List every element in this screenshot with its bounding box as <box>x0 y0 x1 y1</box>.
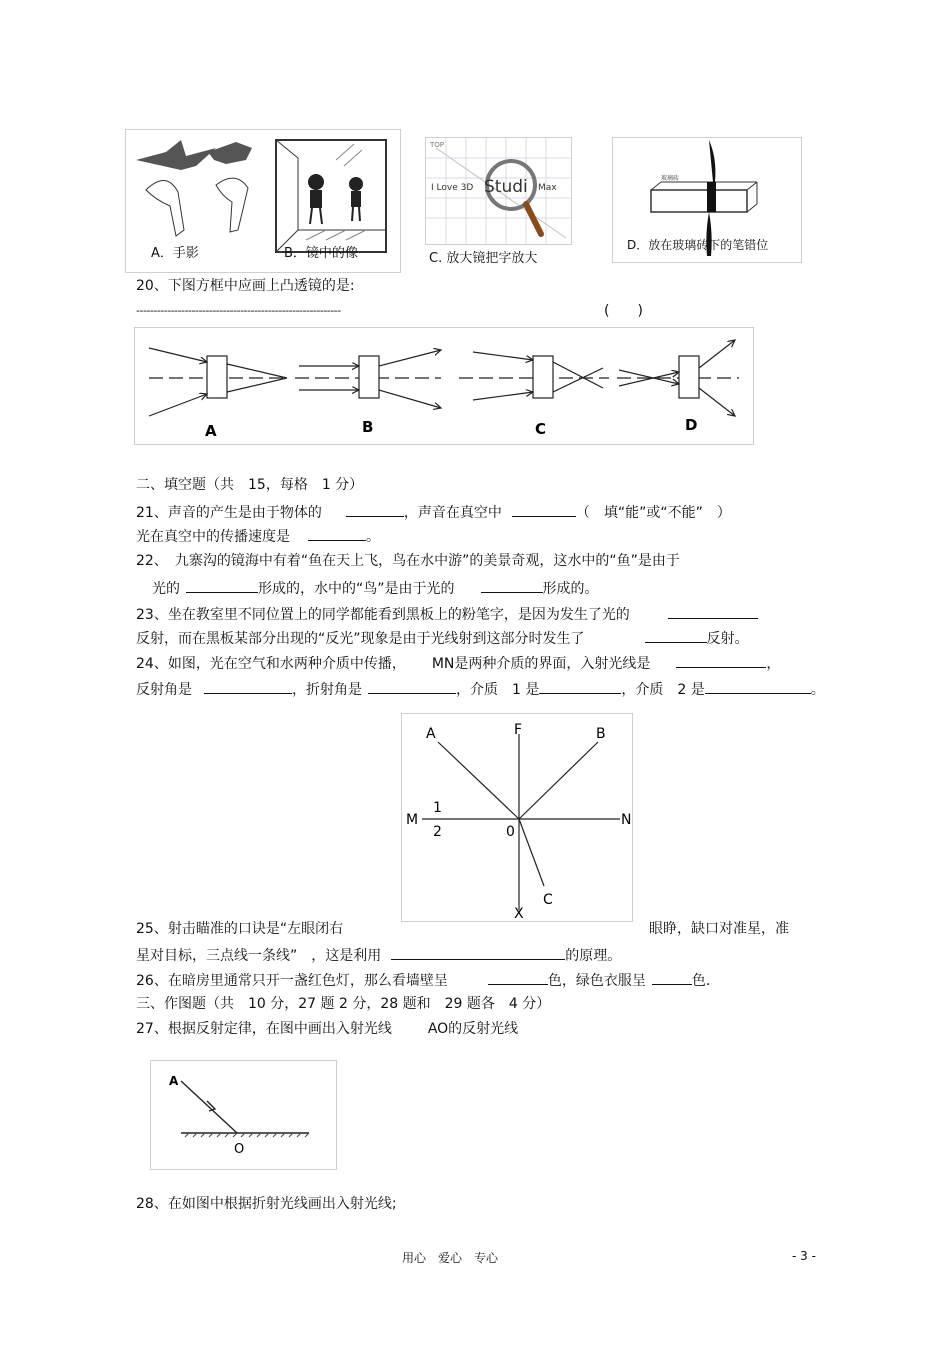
q20-dashes: ----------------------------------------------------------- <box>136 304 341 317</box>
q25-d: 的原理。 <box>565 948 622 964</box>
figure-glass-block-pen <box>612 137 802 263</box>
q21-b: ，声音在真空中 <box>403 505 502 521</box>
caption-b: B．镜中的像 <box>284 246 358 261</box>
q24-g: ，介质 2 是 <box>621 682 705 698</box>
q23-line-1 <box>136 604 758 624</box>
q27-reflection-figure <box>150 1060 337 1170</box>
q24-c: ， <box>766 656 781 672</box>
q23-blank-2[interactable] <box>645 628 707 643</box>
q25-blank-1[interactable] <box>391 945 565 960</box>
q21-blank-2[interactable] <box>512 502 576 517</box>
caption-a: A．手影 <box>151 246 199 261</box>
lens-label-b: B <box>362 418 374 436</box>
q24-f: ，介质 1 是 <box>456 682 540 698</box>
q22-b: 光的 <box>152 581 180 597</box>
q24-d: 反射角是 <box>136 682 192 698</box>
q22-c: 形成的，水中的“鸟”是由于光的 <box>258 581 455 597</box>
q20-text: 20、下图方框中应画上凸透镜的是: <box>136 278 355 294</box>
q24-blank-4[interactable] <box>539 679 621 694</box>
fig-label-f: F <box>514 722 523 738</box>
q21-line-2 <box>136 526 380 546</box>
q24-h: 。 <box>810 682 825 698</box>
q24-blank-1[interactable] <box>676 653 766 668</box>
q22-blank-2[interactable] <box>481 578 543 593</box>
q23-line-2 <box>136 628 749 648</box>
q21-e: 。 <box>366 529 380 545</box>
screen-text-left: I Love 3D <box>431 183 474 193</box>
block-label: 玻璃砖 <box>661 175 680 182</box>
q27-a: 27、根据反射定律，在图中画出入射光线 <box>136 1021 392 1037</box>
lens-label-c: C <box>535 420 547 438</box>
q28-text: 28、在如图中根据折射光线画出入射光线; <box>136 1196 397 1212</box>
lens-label-a: A <box>205 422 217 440</box>
screen-text-right: Max <box>538 183 557 193</box>
q23-c: 反射。 <box>706 631 749 647</box>
q25-c: 星对目标，三点线一条线” ，这是利用 <box>136 948 382 964</box>
caption-c: C. 放大镜把字放大 <box>429 251 538 266</box>
fig-label-m: M <box>406 812 419 828</box>
q21-line-1 <box>136 502 731 522</box>
section-3-title: 三、作图题（共 10 分，27 题 2 分，28 题和 29 题各 4 分） <box>136 996 551 1012</box>
reflection-diagram <box>151 1061 336 1169</box>
q21-blank-3[interactable] <box>308 526 366 541</box>
q22-blank-1[interactable] <box>186 578 258 593</box>
page-number: - 3 - <box>792 1249 816 1263</box>
q25-b: 眼睁，缺口对准星，准 <box>649 921 789 937</box>
figure-hand-shadow-and-mirror <box>125 129 401 273</box>
q26-b: 色，绿色衣服呈 <box>547 973 646 989</box>
fig-label-c: C <box>543 892 553 908</box>
q20-answer-paren: ( ) <box>604 303 643 319</box>
q24-blank-5[interactable] <box>705 679 811 694</box>
q27-label-a: A <box>169 1074 179 1088</box>
lens-label-d: D <box>685 416 698 434</box>
q23-a: 23、坐在教室里不同位置上的同学都能看到黑板上的粉笔字，是因为发生了光的 <box>136 607 630 623</box>
q24-blank-2[interactable] <box>204 679 292 694</box>
q25-a: 25、射击瞄准的口诀是“左眼闭右 <box>136 921 344 937</box>
q26-a: 26、在暗房里通常只开一盏红色灯，那么看墙壁呈 <box>136 973 448 989</box>
q22-line-2 <box>152 578 599 598</box>
q26-blank-2[interactable] <box>652 970 692 985</box>
fig-label-a: A <box>426 726 436 742</box>
q24-line-2 <box>136 679 825 699</box>
q26-blank-1[interactable] <box>488 970 548 985</box>
q24-blank-3[interactable] <box>368 679 456 694</box>
q21-c: （ 填“能”或“不能” ） <box>575 505 731 521</box>
screen-text-mid: Studi <box>484 177 528 197</box>
caption-d: D．放在玻璃砖下的笔错位 <box>627 238 769 252</box>
q22-d: 形成的。 <box>542 581 599 597</box>
q21-a: 21、声音的产生是由于物体的 <box>136 505 322 521</box>
q21-blank-1[interactable] <box>346 502 404 517</box>
q27-b: AO的反射光线 <box>427 1021 519 1037</box>
q27-line <box>136 1020 518 1038</box>
top-label: TOP <box>430 141 445 149</box>
q26-line <box>136 970 720 990</box>
q24-line-1 <box>136 653 780 673</box>
fig-label-o: 0 <box>506 824 515 840</box>
q24-b: MN是两种介质的界面，入射光线是 <box>431 656 651 672</box>
q24-a: 24、如图，光在空气和水两种介质中传播， <box>136 656 406 672</box>
fig-label-b: B <box>596 726 606 742</box>
refraction-diagram <box>402 714 632 921</box>
fig-label-2: 2 <box>433 824 442 840</box>
section-2-title: 二、填空题（共 15，每格 1 分） <box>136 477 364 493</box>
q26-c: 色． <box>691 973 720 989</box>
q24-e: ，折射角是 <box>292 682 362 698</box>
q23-b: 反射，而在黑板某部分出现的“反光”现象是由于光线射到这部分时发生了 <box>136 631 585 647</box>
figure-magnifier <box>425 137 572 245</box>
fig-label-1: 1 <box>433 800 442 816</box>
q20-lens-figure <box>134 327 754 445</box>
q22-line-1: 22、 九寨沟的镜海中有着“鱼在天上飞，鸟在水中游”的美景奇观，这水中的“鱼”是由于 <box>136 553 680 569</box>
q23-blank-1[interactable] <box>668 604 758 619</box>
q25-line-2 <box>136 945 621 965</box>
lens-diagrams <box>135 328 753 444</box>
magnifier-drawing <box>426 138 571 244</box>
fig-label-x: X <box>514 906 524 921</box>
q21-d: 光在真空中的传播速度是 <box>136 529 290 545</box>
q24-refraction-figure <box>401 713 633 922</box>
fig-label-n: N <box>621 812 632 828</box>
q27-label-o: O <box>234 1142 245 1157</box>
footer-center: 用心 爱心 专心 <box>402 1251 499 1265</box>
